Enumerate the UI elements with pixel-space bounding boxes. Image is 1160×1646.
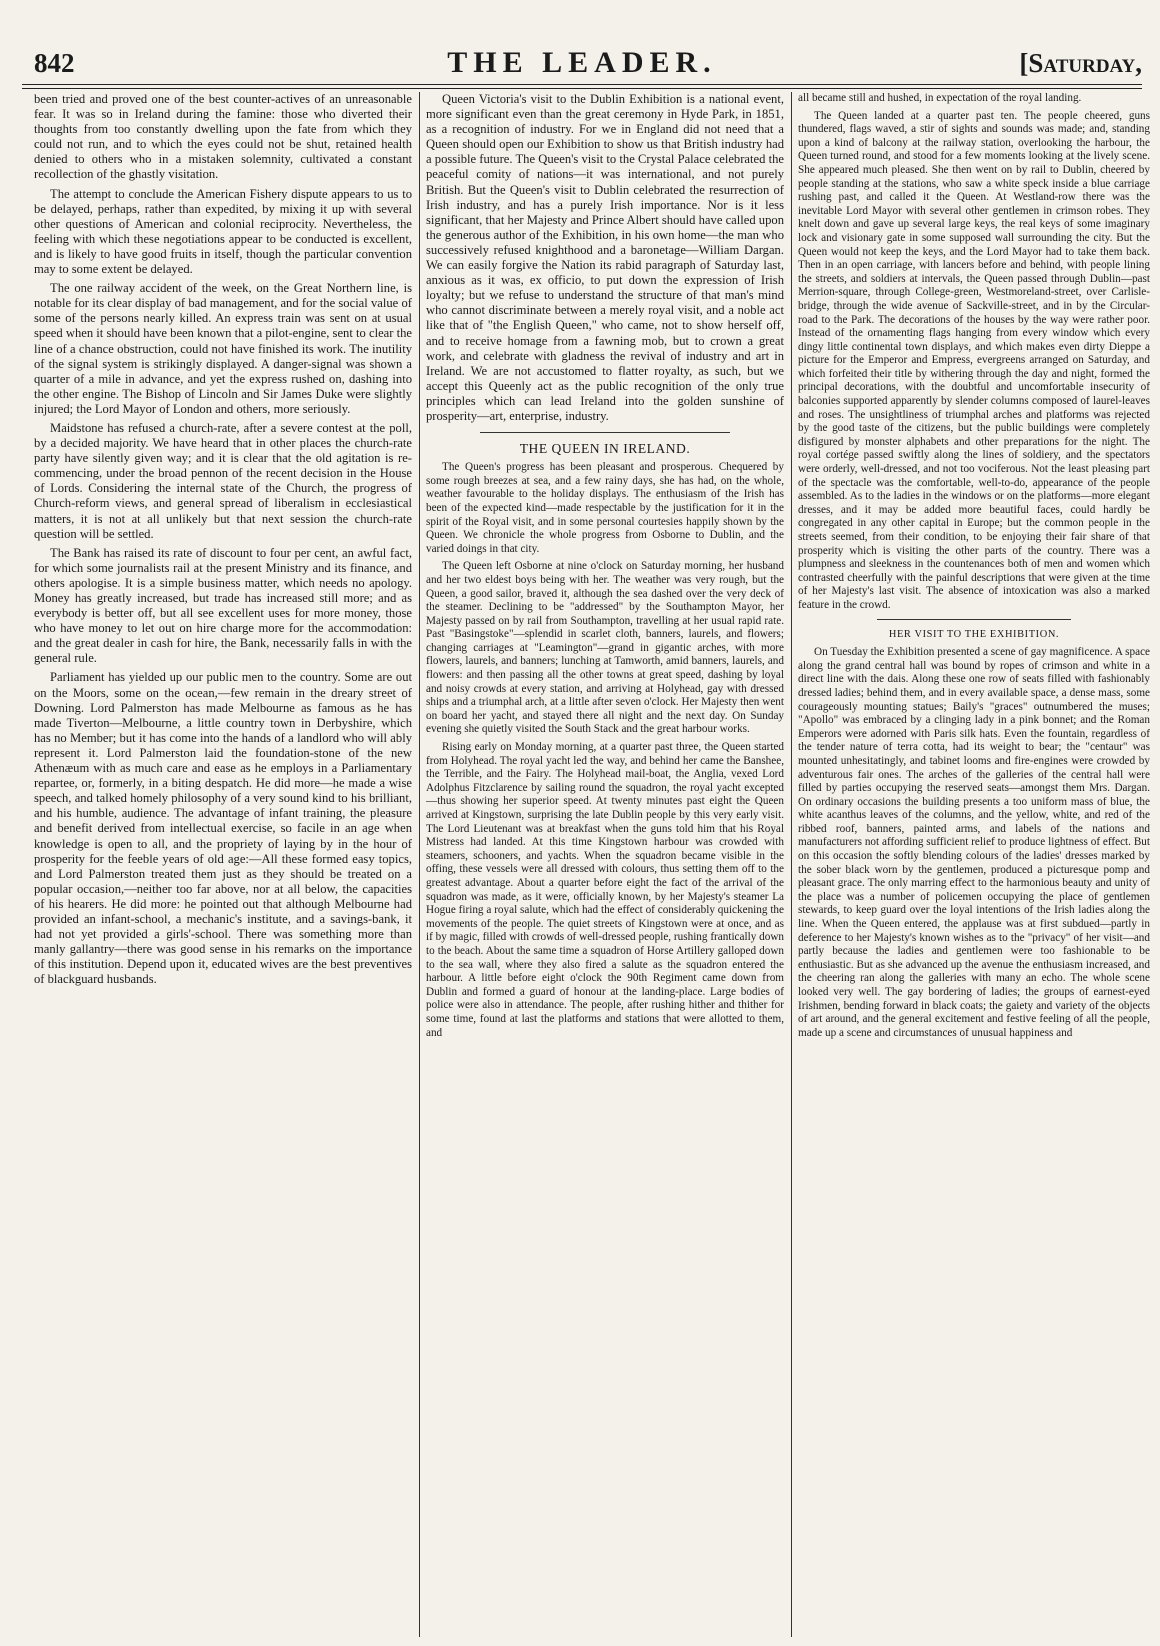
paragraph: Maidstone has refused a church-rate, after a severe contest at the poll, by a decided majority. We have heard that in other places the church-rate party have silently given way; and it is clear that the old agitation is re-commencing, under the broad pennon of the recent decision in the House of Lords. Considering the internal state of the Church, the progress of Church-reform views, and general spread of liberalism in ecclesiastical matters, it is not at all unlikely but that next session the church-rate question will be settled. bbox=[34, 420, 412, 541]
paragraph: The Queen's progress has been pleasant and prosperous. Chequered by some rough breezes at sea, and a few rainy days, she has had, on the whole, weather favourable to the holiday displays. The enthusiasm of the Irish has been of the expected kind—made respectable by the justification for it in the spirit of the Royal visit, and in some personal courtesies happily shown by the Queen. We chronicle the whole progress from Osborne to Dublin, and the varied doings in that city. bbox=[426, 461, 784, 555]
paragraph: The Bank has raised its rate of discount to four per cent, an awful fact, for which some journalists rail at the present Ministry and its finance, and others apologise. It is a simple business matter, which needs no apology. Money has greatly increased, but trade has increased still more; and as everybody is better off, but all see excellent uses for more money, those who have money to let out on hire charge more for the accommodation: and the great dealer in cash for hire, the Bank, necessarily falls in with the general rule. bbox=[34, 545, 412, 666]
masthead bbox=[22, 44, 1142, 84]
article-body bbox=[426, 461, 784, 1040]
paragraph: The one railway accident of the week, on the Great Northern line, is notable for its clear display of bad management, and for the social value of some of the persons nearly killed. An express train was sent on at usual speed when it should have been known that a pilot-engine, sent to clear the line of a chance obstruction, could not have finished its work. The inutility of the signal system is strikingly displayed. A danger-signal was shown a quarter of a mile in advance, and yet the express rushed on, dashing into the other engine. The Bishop of Lincoln and Sir James Duke were slightly injured; the Lord Mayor of London and others, more seriously. bbox=[34, 281, 412, 416]
section-rule bbox=[877, 619, 1071, 620]
paragraph: On Tuesday the Exhibition presented a scene of gay magnificence. A space along the grand central hall was bound by ropes of crimson and white in a direct line with the dais. Along these one row of seats filled with fashionably dressed ladies; behind them, and in every available space, a dense mass, some courageously mounting statues; Baily's "graces" outnumbered the muses; "Apollo" was embraced by a clinging lady in a pink bonnet; and the Roman Emperors were adorned with Paris silk hats. Even the fountain, regardless of the tender nature of terra cotta, had its weight to bear; the "centaur" was mounted unhesitatingly, and tabinet looms and fire-engines were crowded by adventurous fair ones. The arches of the galleries of the central hall were filled by parties occupying the reserved seats—amongst them Mrs. Dargan. On ordinary occasions the building presents a too uniform mass of blue, the white acanthus leaves of the columns, and the yellow, white, and red of the ribbed roof, banners, painted arms, and labels of the nations and manufacturers not affording sufficient relief to produce lightness of effect. But on this occasion the softly blending colours of the ladies' dresses marked by the sober black worn by the gentlemen, produced a picturesque pomp and pleasant grace. The only marring effect to the harmonious beauty and unity of the place was a number of policemen occupying the place of gentlemen stewards, to keep guard over the loyal intentions of the Irish ladies along the line. When the Queen entered, the applause was at first subdued—partly in deference to her Majesty's known wishes as to the "privacy" of her visit—and partly because the ladies and gentlemen were too fashionable to be enthusiastic. But as she advanced up the avenue the enthusiasm increased, and the cheering ran along the galleries with many an echo. The whole scene looked very well. The gay bordering of ladies; the groups of earnest-eyed Irishmen, bending forward in black coats; the gaiety and variety of the objects of art around, and the general excitement and festive feeling of all the people, made up a scene and circumstances of unusual happiness and bbox=[798, 646, 1150, 1039]
section-heading: THE QUEEN IN IRELAND. bbox=[519, 441, 691, 457]
paragraph: The attempt to conclude the American Fishery dispute appears to us to be delayed, perhaps, rather than expedited, by mixing it up with several other questions of American and colonial reciprocity. Nevertheless, the feeling with which these negotiations appear to be conducted is excellent, and is likely to have good fruits in itself, though the particular convention may to some extent be delayed. bbox=[34, 186, 412, 277]
paragraph: Parliament has yielded up our public men to the country. Some are out on the Moors, some on the ocean,—few remain in the dreary street of Downing. Lord Palmerston has made Melbourne as famous as he has made Tiverton—Melbourne, a little country town in Derbyshire, which has no Member; but it has come into the hands of a landlord who will ably represent it. Lord Palmerston laid the foundation-stone of the new Athenæum with as much care and ease as he employs in a Parliamentary repartee, or, formerly, in a biting despatch. He did more—he made a wise speech, and talked homely philosophy of a very sound kind to his brilliant, and his humble, audience. The advantage of infant training, the pleasure and benefit derived from intellectual exercise, so facile in an age when knowledge is open to all, and the propriety of laying by in the hour of prosperity for the feeble years of old age:—All these formed easy topics, and Lord Palmerston treated them just as they should be treated on a popular occasion,—neither too far above, nor at all below, the capacities of his hearers. He did more: he pointed out that although Melbourne had provided an infant-school, a mechanic's institute, and a savings-bank, it had not yet provided a girls'-school. There was something more than manly gallantry—there was good sense in his remarks on the importance of this institution. Depend upon it, educated wives are the best preventives of blackguard husbands. bbox=[34, 670, 412, 987]
header-rule-thin bbox=[22, 88, 1142, 89]
column-1 bbox=[34, 92, 412, 1637]
header-rule bbox=[22, 84, 1142, 85]
paragraph: been tried and proved one of the best counter-actives of an unreasonable fear. It was so in Ireland during the famine: those who diverted their thoughts from too constantly dwelling upon the fate from which they could not run, and to which the eyes could not be shut, retained health denied to others who in a mistaken solemnity, cultivated a constant recollection of the ghastly visitation. bbox=[34, 92, 412, 182]
publication-title: THE LEADER. bbox=[447, 46, 717, 79]
column-divider bbox=[419, 92, 420, 1637]
subsection-heading: HER VISIT TO THE EXHIBITION. bbox=[888, 628, 1060, 640]
paragraph: Rising early on Monday morning, at a quarter past three, the Queen started from Holyhead. The royal yacht led the way, and behind her came the Banshee, the Terrible, and the Fairy. The Holyhead mail-boat, the Anglia, vexed Lord Adolphus Fitzclarence by sailing round the squadron, the royal yacht excepted—thus showing her superior speed. At twenty minutes past eight the Queen arrived at Kingstown, surprising the late Dublin people by this very early visit. The Lord Lieutenant was at breakfast when the guns told him that his Royal Mistress had landed. At this time Kingstown harbour was crowded with steamers, schooners, and yachts. When the squadron became visible in the offing, these vessels were all dressed with colours, thus setting them off to the greatest advantage. About a quarter before eight the fact of the arrival of the squadron was made, as it were, officially known, by her Majesty's steamer La Hogue firing a royal salute, which had the effect of considerably quickening the movements of the people. The quiet streets of Kingstown were at once, and as if by magic, filled with crowds of well-dressed people, rushing frantically down to the beach. About the same time a squadron of Horse Artillery galloped down to the sea wall, where they also fired a salute as the squadron entered the harbour. A little before eight o'clock the 90th Regiment came down from Dublin and formed a guard of honour at the landing-place. Large bodies of police were also in attendance. The people, after rushing hither and thither for some time, found at last the platforms and stations that were allotted to them, and bbox=[426, 741, 784, 1039]
column-divider bbox=[791, 92, 792, 1637]
paragraph: all became still and hushed, in expectation of the royal landing. bbox=[798, 92, 1082, 104]
section-rule bbox=[480, 432, 731, 433]
column-2 bbox=[426, 92, 784, 1637]
paragraph: The Queen landed at a quarter past ten. The people cheered, guns thundered, flags waved, a stir of sights and sounds was made; and, standing upon a kind of balcony at the railway station, overlooking the harbour, the Queen turned round, and stood for a few moments looking at the lively scene. She appeared much pleased. She then went on by rail to Dublin, cheered by people standing at the stations, who saw a white speck inside a blue carriage rushing past, and called it the Queen. At Westland-row there was the inevitable Lord Mayor with several other gentlemen in crimson robes. They knelt down and gave up several large keys, the real keys of some imaginary lock and visionary gate in some supposed wall surrounding the city. But the Queen would not keep the keys, and the Lord Mayor had to take them back. Then in an open carriage, with lancers before and behind, with people lining the streets, and soldiers at intervals, the Queen passed through Dublin—past Merrion-square, through College-green, Westmoreland-street, over Carlisle-bridge, through the wide avenue of Sackville-street, and in by the Circular-road to the Park. The decorations of the houses by the way were rather poor. Instead of the ornamenting flags hanging from every window which every dingy little continental town displays, and which makes even dirty Dieppe a picture for the Emperor and Empress, evergreens arranged on Saturday, and which forfeited their title by withering through the day and night, formed the principal decorations, with the doubtful and uncomfortable insecurity of balconies supported apparently by slender columns composed of laurel-leaves and roses. The unsightliness of triumphal arches and platforms was rejected by the good taste of the citizens, but the public buildings were completely disfigured by monster alphabets and other preparations for the night. The royal cortége passed swiftly along the lines of soldiery, and the spectators were orderly, well-dressed, and not too vociferous. Not the least pleasing part of the spectacle was the comfortable, well-to-do, appearance of the people assembled. As to the ladies in the windows or on the platforms—more elegant dresses, and it may be added more beautiful faces, could hardly be congregated in any other capital in Europe; but the common people in the streets seemed, from their condition, to be enjoying their fair share of that prosperity which is visiting the other parts of the country. There was a plumpness and sleekness in the countenances both of men and women which contrasted cheerfully with the painful descriptions that were given at the time of her Majesty's last visit. The absence of intoxication was also a marked feature in the crowd. bbox=[798, 109, 1150, 611]
paragraph: Queen Victoria's visit to the Dublin Exhibition is a national event, more significant even than the great ceremony in Hyde Park, in 1851, as a recognition of industry. For we in England did not need that a Queen should open our Exhibition to show us that British industry had a possible future. The Queen's visit to the Crystal Palace celebrated the peaceful comity of nations—it was international, and not purely British. But the Queen's visit to Dublin celebrated the resurrection of Irish industry, and has a purely Irish importance. Nor is it less significant, that her Majesty and Prince Albert should have called upon the generous author of the Exhibition, in his own home—the man who successively refused knighthood and a baronetage—William Dargan. We can easily forgive the Nation its rabid paragraph of Saturday last, anxious as it was, ex officio, to put down the expression of Irish loyalty; but we refuse to understand the structure of that man's mind who cannot discriminate between a merely royal visit, and a noble act like that of "the English Queen," who came, not to show herself off, and to receive homage from a fawning mob, but to crown a great work, and celebrate with gladness the revival of industry and art in Ireland. We are not accustomed to flatter royalty, as such, but we accept this Queenly act as the public recognition of the only true principles which can lead Ireland into the golden sunshine of prosperity—art, enterprise, industry. bbox=[426, 92, 784, 423]
issue-day: [Saturday, bbox=[1019, 48, 1142, 78]
page-number: 842 bbox=[34, 48, 75, 78]
column-3 bbox=[798, 92, 1150, 1637]
paragraph: The Queen left Osborne at nine o'clock on Saturday morning, her husband and her two eldest boys being with her. The weather was very rough, but the Queen, a good sailor, braved it, although the sea dashed over the very deck of the steamer. Declining to be "addressed" by the Southampton Mayor, her Majesty passed on by rail from Southampton, travelling at her usual rapid rate. Past "Basingstoke"—splendid in scarlet cloth, banners, laurels, and flowers; changing carriages at "Leamington"—grand in gigantic arches, with more flowers, laurels, and banners; lunching at Tamworth, amid banners, laurels, and flowers: and then passing all the other towns at great speed, dashing by loyal and noisy crowds at every station, and arriving at Holyhead, gay with dressed ships and a triumphal arch, at a little after seven o'clock. Her Majesty then went on board her yacht, and stayed there all night and the next day. On Sunday evening she quietly visited the South Stack and the great harbour works. bbox=[426, 560, 784, 736]
